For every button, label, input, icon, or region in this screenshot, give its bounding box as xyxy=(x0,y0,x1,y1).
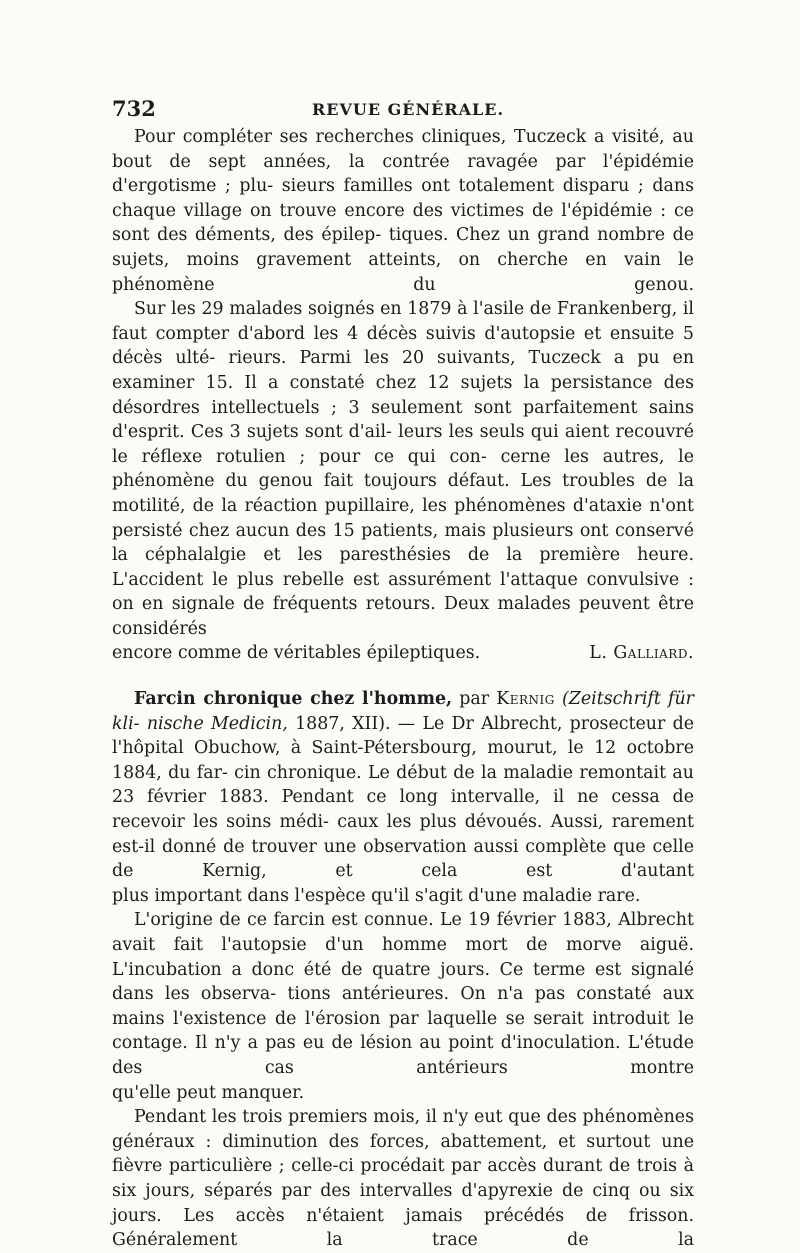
article-title: Farcin chronique chez l'homme, xyxy=(134,689,453,710)
text-line: Sur les 29 malades soignés en 1879 à l'asile de Frankenberg, il faut xyxy=(112,299,694,344)
citation-text: 1887, XII). — Le Dr Albrecht, prosecteur de l'hôpital xyxy=(112,713,694,759)
text-line: avait fait l'autopsie d'un homme mort de morve aiguë. L'incubation xyxy=(112,935,694,980)
text-line: de sept années, la contrée ravagée par l'épidémie d'ergotisme ; plu- xyxy=(112,151,694,197)
article-author: Kernig xyxy=(496,689,555,710)
text-line: constaté chez 12 sujets la persistance des désordres intellectuels ; xyxy=(112,372,694,418)
article2-paragraph-2 xyxy=(112,908,694,1080)
text-line: Pour compléter ses recherches cliniques, Tuczeck a visité, au bout xyxy=(112,127,694,172)
text-line: encore des victimes de l'épidémie : ce sont des déments, des épilep- xyxy=(112,200,694,246)
running-title: REVUE GÉNÉRALE. xyxy=(312,100,505,119)
text-line: Obuchow, à Saint-Pétersbourg, mourut, le 12 octobre 1884, du far- xyxy=(112,738,694,783)
text-line: tions antérieures. On n'a pas constaté aux mains l'existence de xyxy=(112,984,694,1029)
byline-word: par xyxy=(459,689,490,710)
text-line: on cherche en vain le phénomène du genou. xyxy=(112,249,694,295)
journal-name-part1: (Zeitschrift für kli- xyxy=(112,689,694,734)
text-line: tiques. Chez un grand nombre de sujets, moins gravement atteints, xyxy=(112,225,694,270)
author-signature: L. Galliard. xyxy=(589,643,694,664)
text-line: cin chronique. Le début de la maladie remontait au 23 février 1883. xyxy=(112,762,694,808)
text-line: compter d'abord les 4 décès suivis d'autopsie et ensuite 5 décès ulté- xyxy=(112,323,694,369)
text-line: généraux : diminution des forces, abattement, et surtout une fièvre xyxy=(112,1131,694,1177)
text-line: conservé la céphalalgie et les paresthésies de la première heure. xyxy=(112,520,694,566)
text-line: de lésion au point d'inoculation. L'étude des cas antérieurs montre xyxy=(112,1033,694,1078)
article2-paragraph-2-end xyxy=(112,1081,694,1106)
text-line: encore comme de véritables épileptiques. xyxy=(112,643,481,664)
text-line: Pendant les trois premiers mois, il n'y eut que des phénomènes xyxy=(134,1107,694,1128)
page-number: 732 xyxy=(112,96,156,121)
text-line: plus important dans l'espèce qu'il s'agit d'une maladie rare. xyxy=(112,885,641,906)
text-line: signale de fréquents retours. Deux malades peuvent être considérés xyxy=(112,594,694,639)
text-line: d'ataxie n'ont persisté chez aucun des 15 patients, mais plusieurs ont xyxy=(112,495,694,541)
text-line: séparés par des intervalles d'apyrexie de cinq ou six jours. Les accès xyxy=(112,1180,695,1226)
article1-paragraph-1 xyxy=(112,125,694,297)
page-body xyxy=(112,125,694,1253)
text-line: L'accident le plus rebelle est assurément l'attaque convulsive : on en xyxy=(112,569,694,615)
text-line: Pendant ce long intervalle, il ne cessa de recevoir les soins médi- xyxy=(112,787,694,833)
text-line: caux les plus dévoués. Aussi, rarement est-il donné de trouver une xyxy=(112,812,694,857)
text-line: L'origine de ce farcin est connue. Le 19 février 1883, Albrecht xyxy=(134,910,694,931)
text-line: particulière ; celle-ci procédait par accès durant de trois à six jours, xyxy=(112,1156,694,1201)
text-line: qu'elle peut manquer. xyxy=(112,1082,305,1103)
text-line: sieurs familles ont totalement disparu ; dans chaque village on trouve xyxy=(112,176,694,221)
page-header xyxy=(112,96,702,124)
text-line: troubles de la motilité, de la réaction pupillaire, les phénomènes xyxy=(112,471,695,516)
text-line: observation aussi complète que celle de Kernig, et cela est d'autant xyxy=(112,836,694,882)
article1-paragraph-2 xyxy=(112,297,694,641)
text-line: 3 seulement sont parfaitement sains d'esprit. Ces 3 sujets sont d'ail- xyxy=(112,397,695,443)
article2-heading xyxy=(112,687,694,884)
text-line: n'étaient jamais précédés de frisson. Généralement la trace de la xyxy=(112,1205,694,1251)
journal-name-part2: nische Medicin, xyxy=(146,713,288,734)
text-line: rieurs. Parmi les 20 suivants, Tuczeck a pu en examiner 15. Il a xyxy=(112,348,695,393)
article2-paragraph-1-end xyxy=(112,884,694,909)
text-line: l'érosion par laquelle se serait introduit le contage. Il n'y a pas eu xyxy=(112,1008,695,1054)
text-line: cerne les autres, le phénomène du genou fait toujours défaut. Les xyxy=(112,446,695,492)
article2-paragraph-3 xyxy=(112,1105,694,1253)
article1-closing-line xyxy=(112,641,694,666)
text-line: a donc été de quatre jours. Ce terme est signalé dans les observa- xyxy=(112,959,694,1005)
text-line: leurs les seuls qui aient recouvré le réflexe rotulien ; pour ce qui con- xyxy=(112,422,695,467)
